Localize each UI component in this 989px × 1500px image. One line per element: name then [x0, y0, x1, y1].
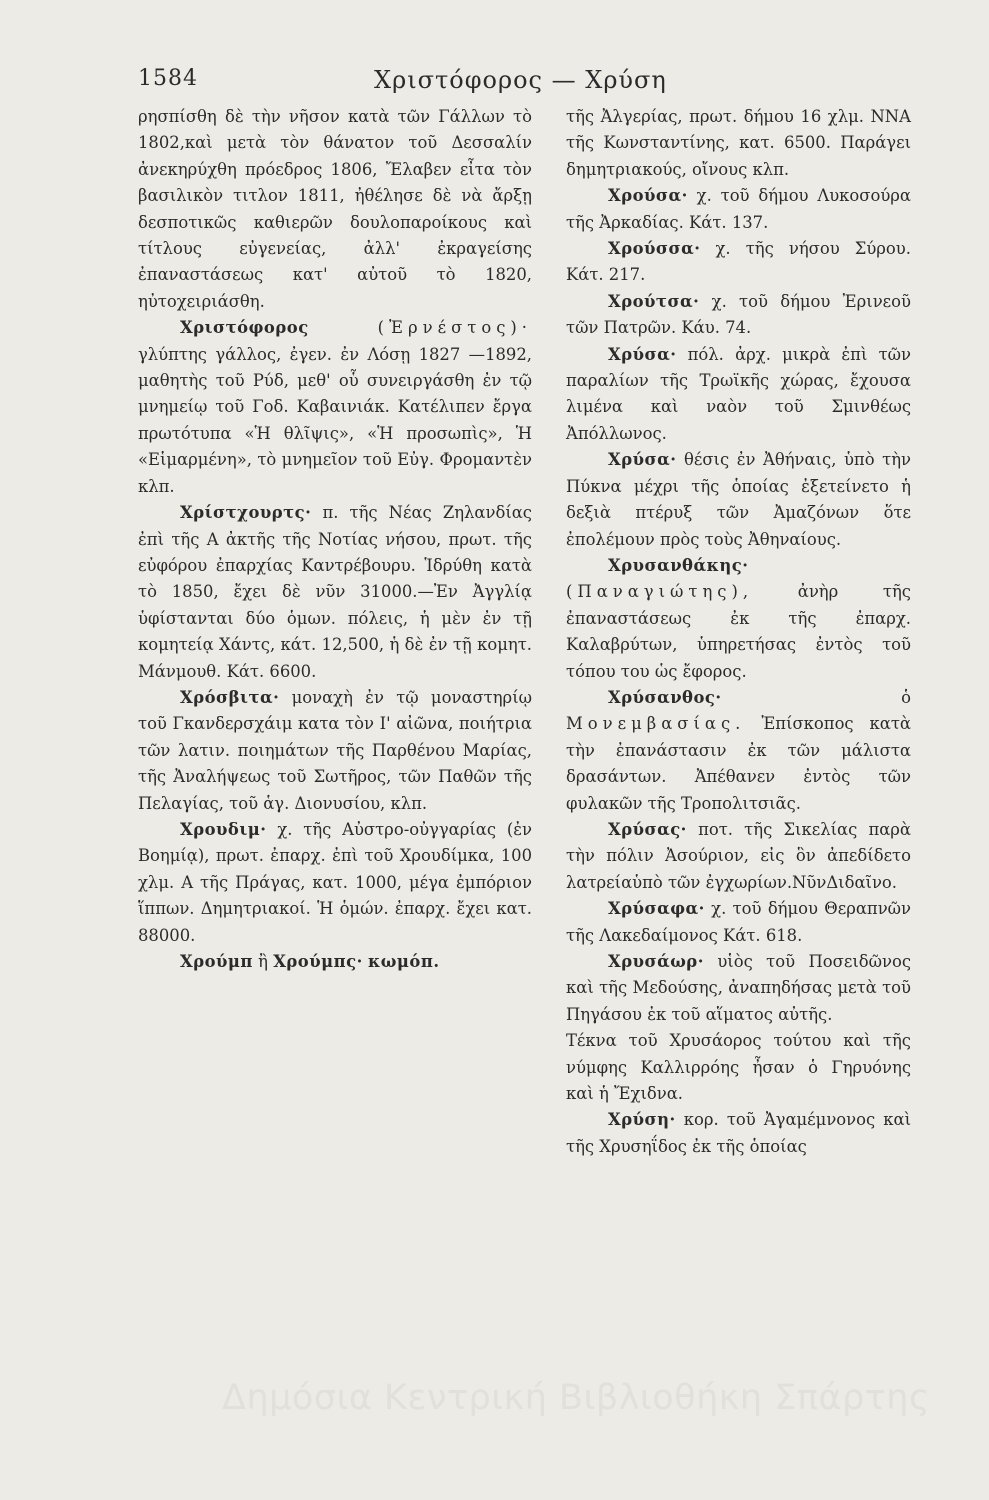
headword: Χρουδιμ·	[180, 819, 267, 839]
entry-chrysafa: Χρύσαφα· χ. τοῦ δήμου Θεραπνῶν τῆς Λακεδαίμονος Κάτ. 618.	[566, 899, 911, 945]
headword: Χρύσανθος·	[608, 687, 722, 707]
entry-name: Μονεμβασίας.	[566, 714, 746, 734]
entry-chroudim: Χρουδιμ· χ. τῆς Αὐστρο-οὐγγαρίας (ἐν Βοημίᾳ), πρωτ. ἐπαρχ. ἐπὶ τοῦ Χρουδίμκα, 100 χλμ. Α τῆς Πράγας, κατ. 1000, μέγα ἐμπόριον ἵππων. Δημητριακοί. Ἡ ὁμών. ἐπαρχ. ἔχει κατ. 88000.	[138, 819, 532, 945]
entry-chrosvita: Χρόσβιτα· μοναχὴ ἐν τῷ μοναστηρίῳ τοῦ Γκανδερσχάιμ κατα τὸν Ι' αἰῶνα, ποιήτρια τῶν λατιν. ποιημάτων τῆς Παρθένου Μαρίας, τῆς Ἀναλήψεως τοῦ Σωτῆρος, τῶν Παθῶν τῆς Πελαγίας, τοῦ ἁγ. Διονυσίου, κλπ.	[138, 687, 532, 813]
entry-name: (Παναγιώτης),	[566, 582, 754, 602]
entry-continuation: ρησπίσθη δὲ τὴν νῆσον κατὰ τῶν Γάλλων τὸ 1802,καὶ μετὰ τὸν θάνατον τοῦ Δεσσαλίν ἀνεκηρύχθη πρόεδρος 1806, Ἔλαβεν εἶτα τὸν βασιλικὸν τιτλον 1811, ἠθέλησε δὲ νὰ ἄρξῃ δεσποτικῶς καθιερῶν δουλοπαροίκους καὶ τίτλους εὐγενείας, ἀλλ' ἐκραγείσης ἐπαναστάσεως κατ' αὐτοῦ τὸ 1820, ηὐτοχειριάσθη.	[138, 107, 532, 311]
entry-chrysanthos: Χρύσανθος· ὁ Μονεμβασίας. Ἐπίσκοπος κατὰ τὴν ἐπανάστασιν ἐκ τῶν μάλιστα δρασάντων. Ἀπέθανεν ἐντὸς τῶν φυλακῶν τῆς Τροπολιτσιᾶς.	[566, 687, 911, 813]
headword: Χρυσάωρ·	[608, 952, 704, 971]
headword: Χρύσας·	[608, 819, 687, 839]
running-title: Χριστόφορος — Χρύση	[374, 66, 667, 94]
headword: Χρούσσα·	[608, 239, 701, 259]
right-column	[566, 104, 911, 1160]
page-number: 1584	[138, 66, 198, 91]
headword: Χρυσανθάκης·	[608, 555, 749, 575]
entry-chrousa: Χρούσα· χ. τοῦ δήμου Λυκοσούρα τῆς Ἀρκαδίας. Κάτ. 137.	[566, 186, 911, 232]
headword: Χρούμπς·	[273, 952, 363, 971]
entry-chrysas: Χρύσας· ποτ. τῆς Σικελίας παρὰ τὴν πόλιν Ἀσούριον, εἰς ὃν ἀπεδίδετο λατρείαὑπὸ τῶν ἐγχωρίων.ΝῦνΔιδαῖνο.	[566, 819, 911, 892]
headword: Χρούσα·	[608, 186, 688, 206]
entry-chroump: Χρούμπ ἢ Χρούμπς· κωμόπ.	[180, 952, 440, 971]
entry-chroussa: Χρούσσα· χ. τῆς νήσου Σύρου. Κάτ. 217.	[566, 239, 911, 285]
library-watermark: Δημόσια Κεντρική Βιβλιοθήκη Σπάρτης	[222, 1378, 930, 1418]
headword: Χριστόφορος	[180, 318, 309, 338]
entry-continuation: τῆς Ἀλγερίας, πρωτ. δήμου 16 χλμ. ΝΝΑ τῆς Κωνσταντίνης, κατ. 6500. Παράγει δημητριακούς, οἴνους κλπ.	[566, 107, 911, 179]
entry-chrysaor: Χρυσάωρ· υἱὸς τοῦ Ποσειδῶνος καὶ τῆς Μεδούσης, ἀναπηδήσας μετὰ τοῦ Πηγάσου ἐκ τοῦ αἵματος αὐτῆς.	[566, 952, 911, 1024]
entry-chrysa-1: Χρύσα· πόλ. ἀρχ. μικρὰ ἐπὶ τῶν παραλίων τῆς Τρωϊκῆς χώρας, ἔχουσα λιμένα καὶ ναὸν τοῦ Σμινθέως Ἀπόλλωνος.	[566, 344, 911, 443]
headword: Χρύσαφα·	[608, 899, 705, 919]
headword: Χρίστχουρτς·	[180, 503, 312, 523]
entry-chroutsa: Χρούτσα· χ. τοῦ δήμου Ἐρινεοῦ τῶν Πατρῶν. Κάυ. 74.	[566, 291, 911, 338]
left-column	[138, 104, 532, 975]
entry-chrysaor-cont: Τέκνα τοῦ Χρυσάορος τούτου καὶ τῆς νύμφης Καλλιρρόης ἦσαν ὁ Γηρυόνης καὶ ἡ Ἔχιδνα.	[566, 1031, 911, 1104]
headword: Χρύση·	[608, 1110, 676, 1130]
headword: Χρούτσα·	[608, 291, 700, 311]
entry-chrysanthakis: Χρυσανθάκης· (Παναγιώτης), ἀνὴρ τῆς ἐπαναστάσεως ἐκ τῆς ἐπαρχ. Καλαβρύτων, ὑπηρετήσας ἐντὸς τοῦ τόπου του ὡς ἔφορος.	[566, 555, 911, 681]
entry-chrysi: Χρύση· κορ. τοῦ Ἀγαμέμνονος καὶ τῆς Χρυσηΐδος ἐκ τῆς ὁποίας	[566, 1110, 911, 1156]
entry-name: (Ἐρνέστος)·	[377, 318, 532, 338]
headword: Χρύσα·	[608, 450, 677, 470]
headword: Χρόσβιτα·	[180, 687, 280, 707]
entry-christoforos: Χριστόφορος (Ἐρνέστος)· γλύπτης γάλλος, ἐγεν. ἐν Λόσῃ 1827 —1892, μαθητὴς τοῦ Ρύδ, μεθ' οὗ συνειργάσθη ἐν τῷ μνημείῳ τοῦ Γοδ. Καβαινιάκ. Κατέλιπεν ἔργα πρωτότυπα «Ἡ θλῖψις», «Ἡ προσωπὶς», Ἡ «Εἱμαρμένη», τὸ μνημεῖον τοῦ Εὐγ. Φρομαντὲν κλπ.	[138, 318, 532, 496]
headword: Χρύσα·	[608, 344, 677, 364]
headword: Χρούμπ	[180, 952, 253, 971]
entry-christchurch: Χρίστχουρτς· π. τῆς Νέας Ζηλανδίας ἐπὶ τῆς Α ἀκτῆς τῆς Νοτίας νήσου, πρωτ. τῆς εὐφόρου ἐπαρχίας Καντρέβουρυ. Ἱδρύθη κατὰ τὸ 1850, ἔχει δὲ νῦν 31000.—Ἐν Ἀγγλίᾳ ὑφίστανται δύο ὁμων. πόλεις, ἡ μὲν ἐν τῇ κομητείᾳ Χάντς, κάτ. 12,500, ἡ δὲ ἐν τῇ κομητ. Μάνμουθ. Κάτ. 6600.	[138, 503, 532, 681]
page-header	[138, 66, 858, 106]
entry-chrysa-2: Χρύσα· θέσις ἐν Ἀθήναις, ὑπὸ τὴν Πύκνα μέχρι τῆς ὁποίας ἐξετείνετο ἡ δεξιὰ πτέρυξ τῶν Ἀμαζόνων ὅτε ἐπολέμουν πρὸς τοὺς Ἀθηναίους.	[566, 450, 911, 549]
